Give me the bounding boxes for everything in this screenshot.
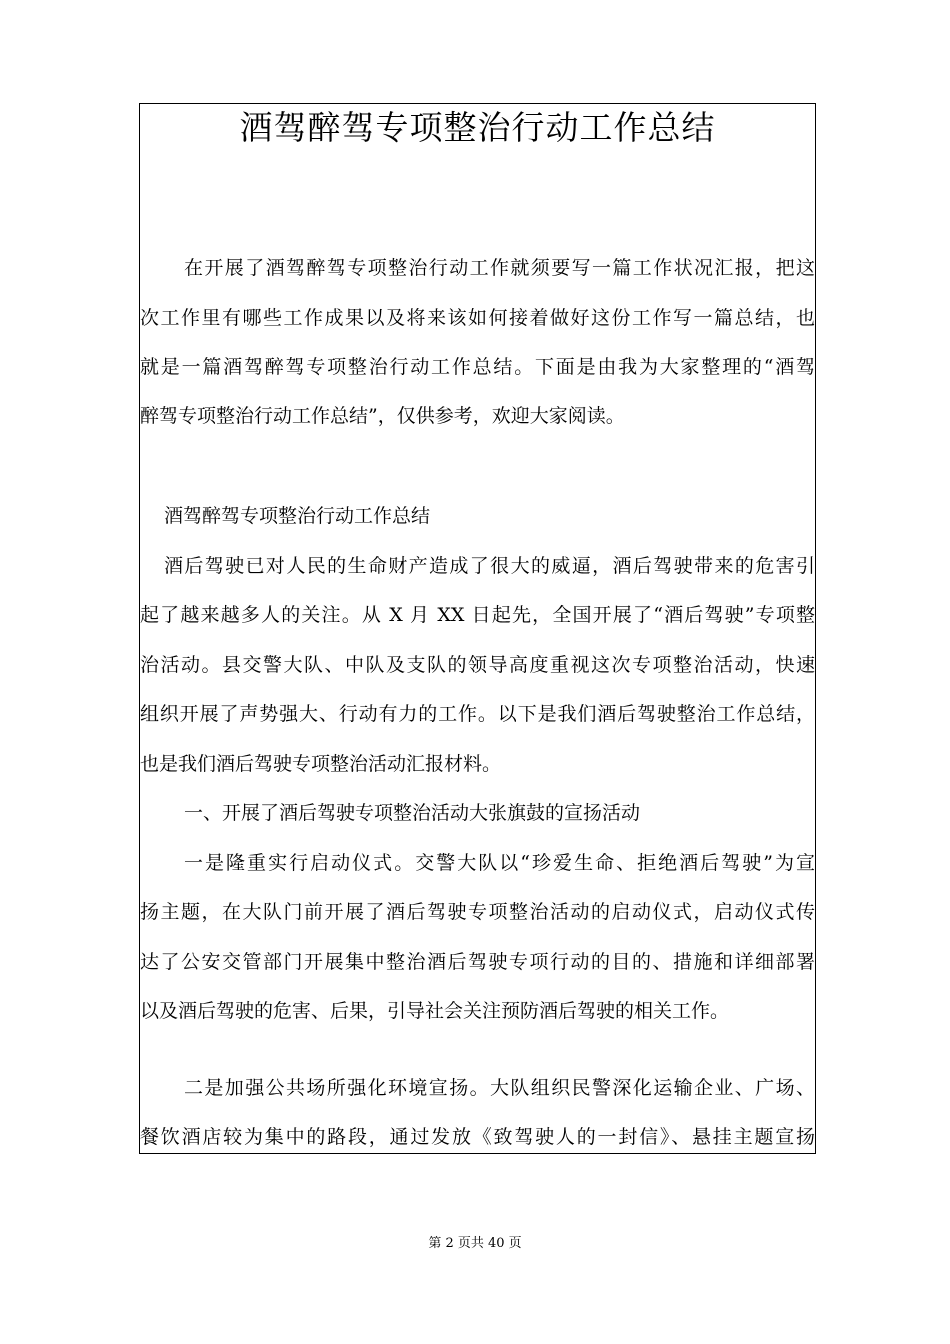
page-number: 第 2 页共 40 页: [428, 1236, 522, 1251]
body-line: 组织开展了声势强大、行动有力的工作。以下是我们酒后驾驶整治工作总结，: [140, 703, 815, 725]
body-line: 达了公安交管部门开展集中整治酒后驾驶专项行动的目的、措施和详细部署: [140, 951, 815, 973]
body-line: 起了越来越多人的关注。从 X 月 XX 日起先，全国开展了“酒后驾驶”专项整: [140, 604, 815, 626]
document-title: 酒驾醉驾专项整治行动工作总结: [239, 108, 716, 147]
body-line: 二是加强公共场所强化环境宣扬。大队组织民警深化运输企业、广场、: [184, 1077, 815, 1099]
body-line: 餐饮酒店较为集中的路段，通过发放《致驾驶人的一封信》、悬挂主题宣扬: [140, 1126, 815, 1148]
body-line: 以及酒后驾驶的危害、后果，引导社会关注预防酒后驾驶的相关工作。: [140, 1000, 730, 1022]
body-line: 酒后驾驶已对人民的生命财产造成了很大的威逼，酒后驾驶带来的危害引: [164, 555, 815, 577]
body-line: 一是隆重实行启动仪式。交警大队以“珍爱生命、拒绝酒后驾驶”为宣: [184, 852, 815, 874]
intro-line: 就是一篇酒驾醉驾专项整治行动工作总结。下面是由我为大家整理的“酒驾: [140, 356, 815, 378]
intro-line: 醉驾专项整治行动工作总结”，仅供参考，欢迎大家阅读。: [140, 405, 625, 427]
section-subtitle: 酒驾醉驾专项整治行动工作总结: [164, 505, 431, 527]
intro-line: 次工作里有哪些工作成果以及将来该如何接着做好这份工作写一篇总结，也: [140, 307, 815, 329]
body-line: 治活动。县交警大队、中队及支队的领导高度重视这次专项整治活动，快速: [140, 654, 815, 676]
section-heading: 一、开展了酒后驾驶专项整治活动大张旗鼓的宣扬活动: [184, 802, 641, 824]
body-line: 也是我们酒后驾驶专项整治活动汇报材料。: [140, 753, 502, 775]
body-line: 扬主题，在大队门前开展了酒后驾驶专项整治活动的启动仪式，启动仪式传: [140, 901, 815, 923]
intro-line: 在开展了酒驾醉驾专项整治行动工作就须要写一篇工作状况汇报，把这: [184, 257, 815, 279]
